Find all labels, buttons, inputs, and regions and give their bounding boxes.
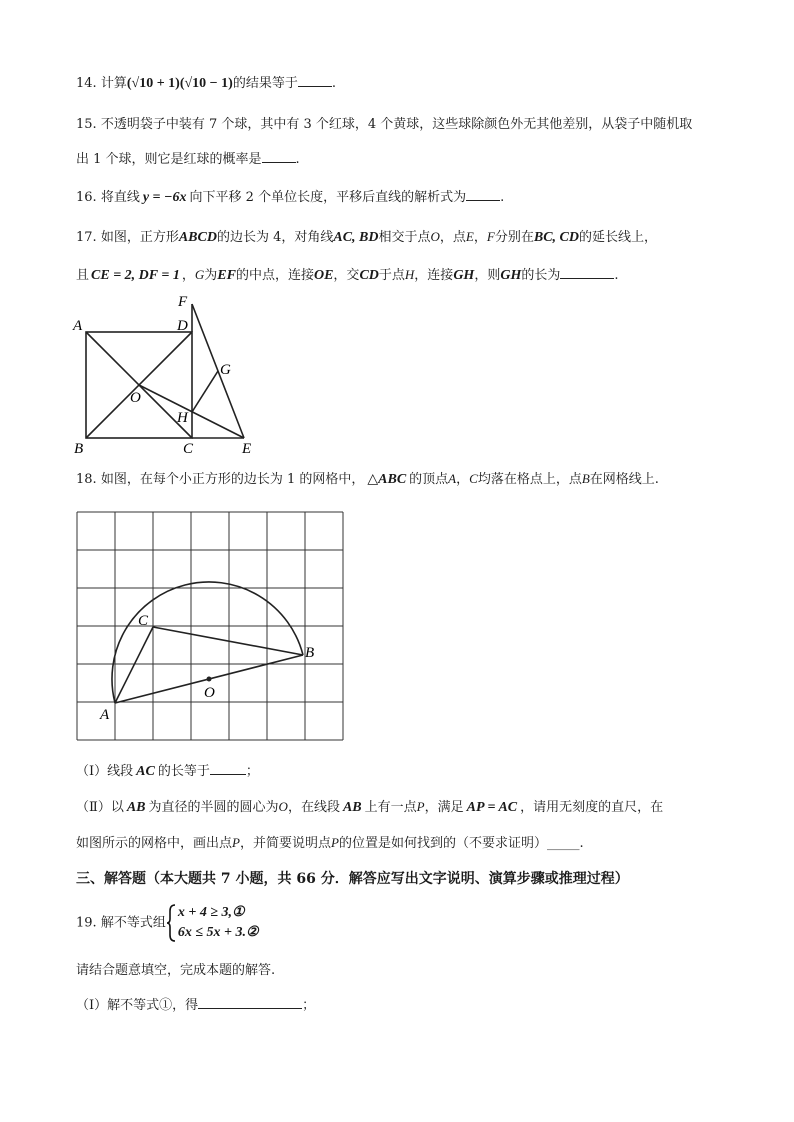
- q17-text: 于点: [378, 268, 405, 283]
- q16-text-end: 向下平移 2 个单位长度，平移后直线的解析式为: [189, 190, 467, 205]
- q17-lines: BC, CD: [533, 230, 579, 245]
- label-o: O: [204, 685, 215, 701]
- q17-point-h: H: [404, 267, 415, 282]
- label-h: H: [177, 410, 188, 426]
- q18-text: ，: [456, 472, 470, 487]
- q18-part2-line-1: [76, 798, 663, 817]
- q18-segment-ac: AC: [136, 764, 155, 779]
- q18-point-p: P: [232, 835, 240, 850]
- q16-period: .: [500, 190, 505, 205]
- q18-part2-end: .: [579, 836, 584, 851]
- q17-diagonals: AC, BD: [333, 230, 379, 245]
- label-c: C: [183, 441, 194, 457]
- q18-part2-text: ，满足: [424, 800, 464, 815]
- q17-segment-cd: CD: [359, 268, 379, 283]
- label-a: A: [73, 318, 83, 334]
- q18-text: 的顶点: [409, 472, 449, 487]
- q18-part2-text: 上有一点: [364, 800, 417, 815]
- label-f: F: [178, 294, 188, 310]
- q17-text: 的边长为 4，对角线: [216, 230, 334, 245]
- q17-segment-gh: GH: [453, 268, 475, 283]
- label-d: D: [177, 318, 188, 334]
- q19-part1-end: ；: [302, 998, 316, 1013]
- q18-text: 在网格线上.: [589, 472, 659, 487]
- q18-segment-ab: AB: [126, 800, 146, 815]
- q17-answer-blank[interactable]: [560, 266, 614, 279]
- q19-inequality-1: x + 4 ≥ 3,①: [177, 905, 245, 920]
- q16-text-start: 将直线: [100, 190, 140, 205]
- q18-part2-text: 的位置是如何找到的（不要求证明）: [338, 836, 547, 851]
- label-e: E: [242, 441, 252, 457]
- q18-text: 如图，在每个小正方形的边长为 1 的网格中，: [100, 472, 365, 487]
- q17-text: 的长为: [521, 268, 561, 283]
- q18-part1-end: ；: [245, 764, 259, 779]
- q19-text: 解不等式组: [100, 915, 166, 931]
- q14-expression: (√10 + 1)(√10 − 1): [126, 76, 233, 91]
- segment-cb: [153, 627, 303, 655]
- q18-point-o: O: [278, 799, 288, 814]
- q18-number: 18.: [76, 472, 97, 487]
- q14-number: 14.: [76, 76, 97, 91]
- q18-point-p: P: [330, 835, 339, 850]
- q18-point-p: P: [416, 799, 425, 814]
- q18-point-c: C: [469, 471, 478, 486]
- q17-text: 的延长线上，: [578, 230, 657, 245]
- q19-number: 19.: [76, 915, 97, 931]
- q17-text: ，交: [333, 268, 360, 283]
- q15-line-1: [76, 116, 692, 134]
- q17-period: .: [614, 268, 619, 283]
- q18-triangle: △ABC: [367, 472, 407, 487]
- brace-icon: [166, 903, 176, 943]
- q18-part2-text: ，并简要说明点: [239, 836, 331, 851]
- q15-number: 15.: [76, 117, 97, 132]
- q18-point-a: A: [448, 471, 457, 486]
- q18-part2-line-2: [76, 834, 584, 853]
- q18-part1-line: [76, 762, 259, 781]
- q15-text-2: 出 1 个球，则它是红球的概率是: [76, 152, 262, 167]
- q17-text: 分别在: [494, 230, 534, 245]
- q17-figure: [70, 290, 270, 460]
- q18-line: [76, 470, 659, 489]
- q18-text: 均落在格点上，点: [477, 472, 582, 487]
- q17-line-1: [76, 228, 657, 247]
- q17-text: 相交于点: [378, 230, 431, 245]
- q18-point-b: B: [581, 471, 590, 486]
- q19-part1-text: （Ⅰ）解不等式①，得: [76, 998, 199, 1013]
- label-g: G: [220, 362, 231, 378]
- q17-text: ，则: [474, 268, 501, 283]
- q18-condition: AP = AC: [466, 800, 518, 815]
- q17-point-g: G: [194, 267, 205, 282]
- q17-segment-ef: EF: [217, 268, 236, 283]
- q14-text-end: 的结果等于: [232, 76, 298, 91]
- grid: [77, 512, 343, 740]
- q18-part1-text: （Ⅰ）线段: [76, 764, 134, 779]
- label-o: O: [130, 390, 141, 406]
- q14-line: [76, 74, 336, 93]
- label-c: C: [138, 613, 149, 629]
- q15-text-1: 不透明袋子中装有 7 个球，其中有 3 个红球，4 个黄球，这些球除颜色外无其他差别，从袋子中随机取: [100, 117, 693, 132]
- q14-period: .: [331, 76, 336, 91]
- q18-part2-text: ，请用无刻度的直尺，在: [520, 800, 664, 815]
- q14-text-start: 计算: [100, 76, 127, 91]
- label-a: A: [100, 707, 110, 723]
- q17-point-o: O: [430, 229, 440, 244]
- q17-point-e: E: [465, 229, 474, 244]
- q17-text: ，连接: [414, 268, 454, 283]
- q18-part2-text: （Ⅱ）以: [76, 800, 124, 815]
- q19-line: [76, 903, 286, 943]
- q16-line: [76, 188, 504, 207]
- q17-text: 为: [204, 268, 218, 283]
- q19-inequality-2: 6x ≤ 5x + 3.②: [177, 925, 259, 940]
- q17-number: 17.: [76, 230, 97, 245]
- q18-part2-answer-blank[interactable]: _____: [546, 836, 580, 851]
- q17-text: 的中点，连接: [235, 268, 314, 283]
- q17-text: ，: [181, 268, 195, 283]
- section-3-heading: 三、解答题（本大题共 7 小题，共 66 分．解答应写出文字说明、演算步骤或推理过程）: [76, 871, 629, 887]
- q18-segment-ab: AB: [342, 800, 362, 815]
- q15-period: .: [295, 152, 300, 167]
- q17-line-2: [76, 266, 618, 285]
- q19-instruction: 请结合题意填空，完成本题的解答.: [76, 963, 276, 978]
- q19-part1-line: [76, 996, 315, 1015]
- q18-grid-figure: [70, 505, 350, 745]
- q15-line-2: [76, 150, 300, 169]
- label-b: B: [305, 645, 315, 661]
- label-b: B: [74, 441, 84, 457]
- q18-part2-text: 为直径的半圆的圆心为: [148, 800, 279, 815]
- center-point-o: [207, 677, 212, 682]
- q17-point-f: F: [486, 229, 495, 244]
- q16-answer-blank[interactable]: [466, 188, 500, 201]
- q16-number: 16.: [76, 190, 97, 205]
- q17-conditions: CE = 2, DF = 1: [91, 268, 180, 283]
- q17-square-name: ABCD: [178, 230, 217, 245]
- q17-segment-oe: OE: [313, 268, 334, 283]
- q18-part2-text: 如图所示的网格中，画出点: [76, 836, 233, 851]
- q18-part1-answer-blank[interactable]: [210, 762, 246, 775]
- q18-part2-text: ，在线段: [287, 800, 340, 815]
- q19-part1-answer-blank[interactable]: [198, 996, 302, 1009]
- q14-answer-blank[interactable]: [298, 74, 332, 87]
- q15-answer-blank[interactable]: [262, 150, 296, 163]
- q19-system: [166, 903, 286, 943]
- q17-text: ，点: [439, 230, 466, 245]
- q16-expression: y = −6x: [142, 190, 187, 205]
- q18-part1-text: 的长等于: [157, 764, 210, 779]
- q17-text: 如图，正方形: [100, 230, 179, 245]
- q17-text: 且: [76, 268, 90, 283]
- segment-gh: [192, 371, 218, 412]
- q17-segment-gh: GH: [500, 268, 522, 283]
- q17-text: ，: [473, 230, 487, 245]
